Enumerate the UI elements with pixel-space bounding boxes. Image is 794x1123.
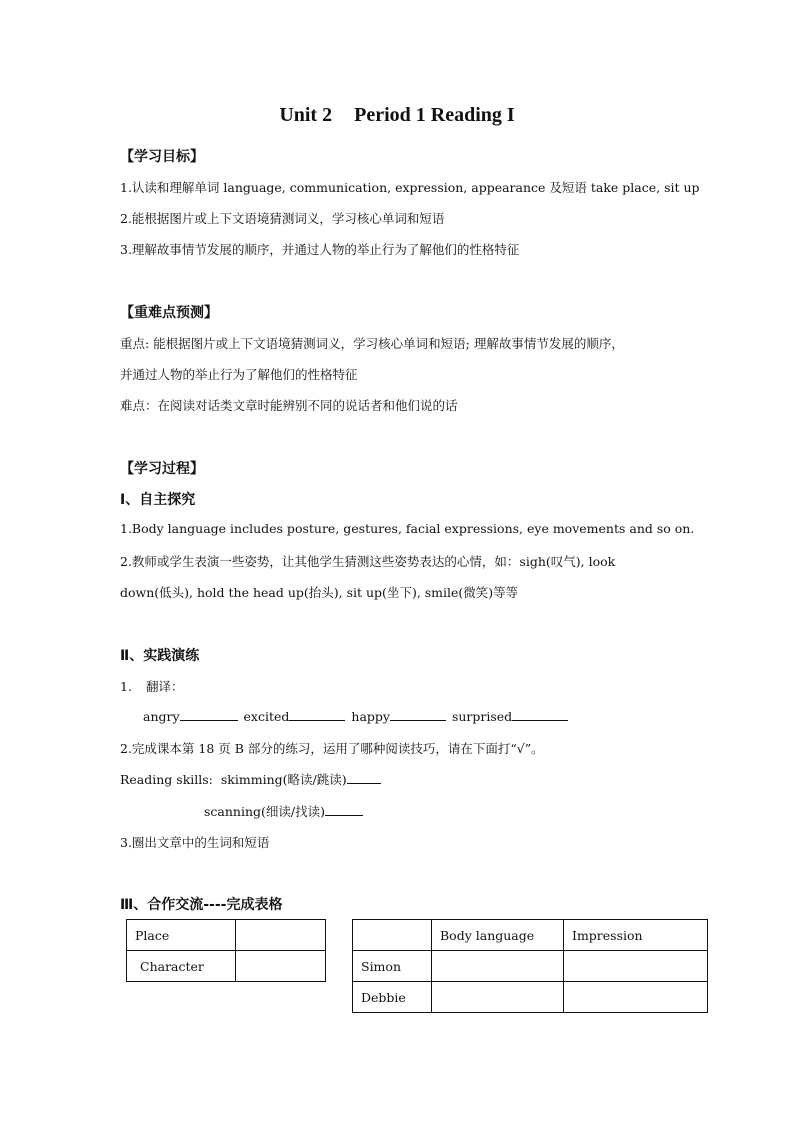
- goal-item-3: 3.理解故事情节发展的顺序，并通过人物的举止行为了解他们的性格特征: [120, 242, 520, 257]
- row-label-debbie: Debbie: [353, 982, 432, 1013]
- keypoints-heading: 【重难点预测】: [120, 305, 218, 321]
- table-place-character: [126, 919, 326, 982]
- word-surprised: surprised: [451, 709, 513, 724]
- cell-character-label: Character: [127, 951, 236, 982]
- part1-item-1: 1.Body language includes posture, gestures, facial expressions, eye movements and so on.: [120, 521, 695, 536]
- process-heading: 【学习过程】: [120, 461, 204, 477]
- header-body-language: Body language: [432, 920, 564, 951]
- item1-text: 翻译：: [145, 679, 184, 694]
- difficult-point: 难点：在阅读对话类文章时能辨别不同的说话者和他们说的话: [120, 398, 458, 413]
- part2-item-3: 3.圈出文章中的生词和短语: [120, 835, 270, 850]
- cell-place-label: Place: [127, 920, 236, 951]
- part3-heading: Ⅲ、合作交流----完成表格: [120, 897, 283, 913]
- word-angry: angry: [143, 709, 180, 724]
- part1-item-2-line-2: down(低头), hold the head up(抬头), sit up(坐下), smile(微笑)等等: [120, 585, 519, 600]
- blank-skimming[interactable]: [347, 771, 381, 784]
- page-title: [0, 104, 794, 127]
- part1-heading: Ⅰ、自主探究: [120, 492, 196, 508]
- cell-place-value[interactable]: [236, 920, 326, 951]
- cell-character-value[interactable]: [236, 951, 326, 982]
- goal-item-2: 2.能根据图片或上下文语境猜测词义，学习核心单词和短语: [120, 211, 445, 226]
- cell-simon-body-language[interactable]: [432, 951, 564, 982]
- part2-item-1: [120, 677, 183, 695]
- goals-heading: 【学习目标】: [120, 149, 204, 165]
- cell-simon-impression[interactable]: [564, 951, 708, 982]
- title-unit: Unit 2: [279, 104, 333, 126]
- blank-scanning[interactable]: [325, 803, 363, 816]
- reading-skill-scanning: [204, 802, 365, 820]
- skill-scanning: scanning(细读/找读): [204, 804, 325, 819]
- word-excited: excited: [243, 709, 290, 724]
- skill-skimming: skimming(略读/跳读): [220, 772, 347, 787]
- key-point-line-2: 并通过人物的举止行为了解他们的性格特征: [120, 367, 358, 382]
- header-impression: Impression: [564, 920, 708, 951]
- table-body-language: [352, 919, 708, 1013]
- cell-debbie-body-language[interactable]: [432, 982, 564, 1013]
- part1-item-2-line-1: 2.教师或学生表演一些姿势，让其他学生猜测这些姿势表达的心情，如：sigh(叹气), look: [120, 554, 616, 569]
- title-period: Period 1 Reading I: [354, 104, 515, 126]
- goal-item-1: 1.认读和理解单词 language, communication, expression, appearance 及短语 take place, sit up: [120, 180, 700, 195]
- row-label-simon: Simon: [353, 951, 432, 982]
- part2-heading: Ⅱ、实践演练: [120, 648, 200, 664]
- translation-words: [143, 708, 570, 724]
- blank-angry[interactable]: [180, 708, 238, 721]
- blank-excited[interactable]: [289, 708, 345, 721]
- item1-number: 1.: [120, 679, 132, 694]
- blank-surprised[interactable]: [512, 708, 568, 721]
- word-happy: happy: [351, 709, 390, 724]
- reading-skills-label: Reading skills:: [120, 772, 213, 787]
- key-point-line-1: 重点: 能根据图片或上下文语境猜测词义，学习核心单词和短语; 理解故事情节发展的顺序，: [120, 336, 624, 351]
- cell-header-empty: [353, 920, 432, 951]
- blank-happy[interactable]: [390, 708, 446, 721]
- part2-item-2: 2.完成课本第 18 页 B 部分的练习，运用了哪种阅读技巧，请在下面打“√”。: [120, 741, 544, 756]
- reading-skill-skimming: [120, 770, 383, 788]
- cell-debbie-impression[interactable]: [564, 982, 708, 1013]
